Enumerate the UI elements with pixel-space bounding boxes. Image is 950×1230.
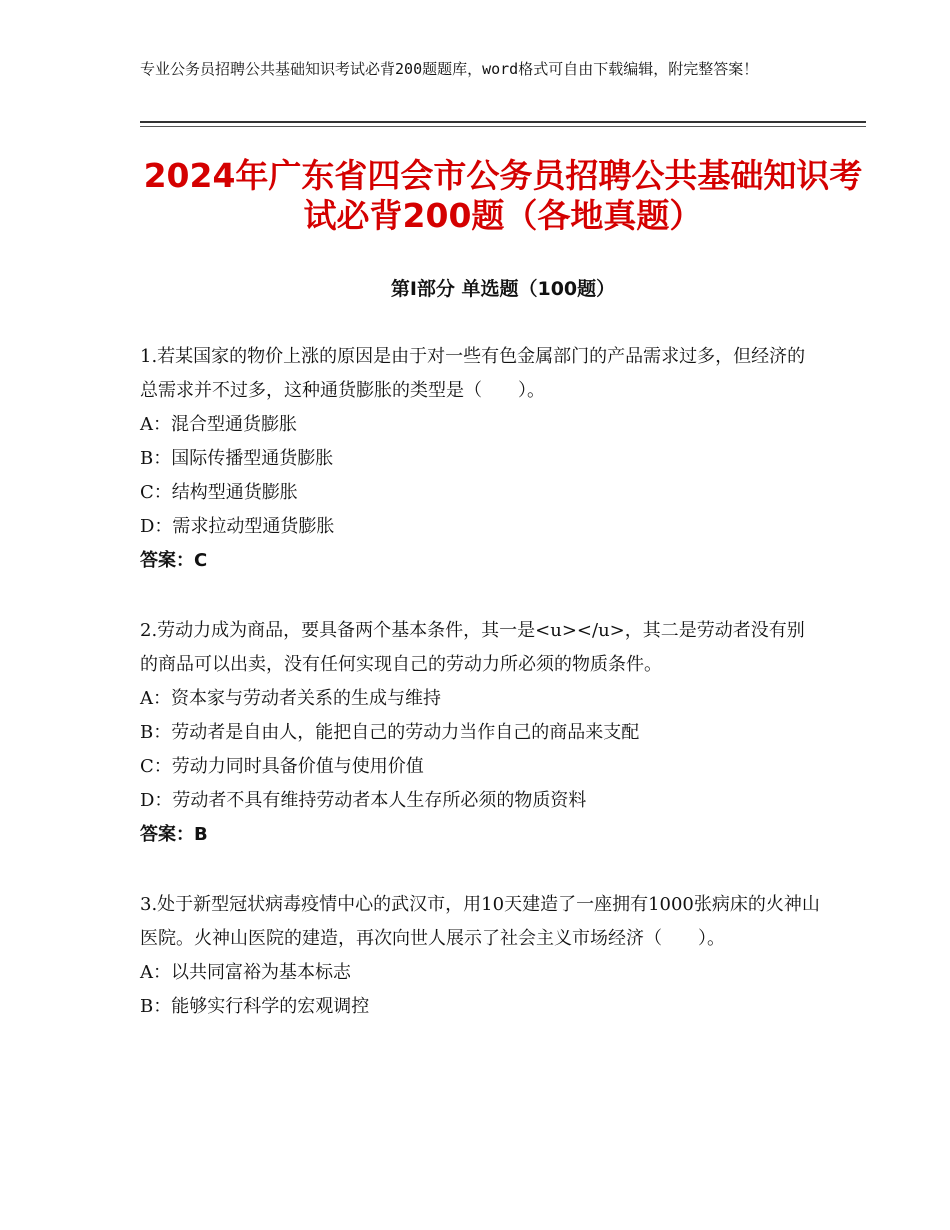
question-stem: 3.处于新型冠状病毒疫情中心的武汉市，用10天建造了一座拥有1000张病床的火神山医院。火神山医院的建造，再次向世人展示了社会主义市场经济（ ）。 — [140, 894, 820, 949]
option-a: A：以共同富裕为基本标志 — [140, 962, 351, 983]
question-1 — [140, 340, 820, 578]
option-d: D：需求拉动型通货膨胀 — [140, 516, 335, 537]
header-rule-thick — [140, 121, 866, 123]
header-rule-thin — [140, 126, 866, 127]
document-title: 2024年广东省四会市公务员招聘公共基础知识考试必背200题（各地真题） — [143, 156, 863, 235]
question-stem: 1.若某国家的物价上涨的原因是由于对一些有色金属部门的产品需求过多，但经济的总需求并不过多，这种通货膨胀的类型是（ ）。 — [140, 346, 806, 401]
option-d: D：劳动者不具有维持劳动者本人生存所必须的物质资料 — [140, 790, 587, 811]
header-note: 专业公务员招聘公共基础知识考试必背200题题库，word格式可自由下载编辑，附完整答案！ — [140, 60, 759, 78]
option-b: B：劳动者是自由人，能把自己的劳动力当作自己的商品来支配 — [140, 722, 640, 743]
option-a: A：资本家与劳动者关系的生成与维持 — [140, 688, 441, 709]
question-2 — [140, 614, 820, 852]
section-title: 第Ⅰ部分 单选题（100题） — [390, 278, 616, 300]
option-c: C：结构型通货膨胀 — [140, 482, 298, 503]
answer: 答案：B — [140, 824, 208, 845]
question-stem: 2.劳动力成为商品，要具备两个基本条件，其一是<u></u>，其二是劳动者没有别的商品可以出卖，没有任何实现自己的劳动力所必须的物质条件。 — [140, 620, 805, 675]
question-3 — [140, 888, 820, 1024]
option-c: C：劳动力同时具备价值与使用价值 — [140, 756, 424, 777]
option-b: B：国际传播型通货膨胀 — [140, 448, 334, 469]
option-a: A：混合型通货膨胀 — [140, 414, 297, 435]
option-b: B：能够实行科学的宏观调控 — [140, 996, 370, 1017]
answer: 答案：C — [140, 550, 208, 571]
question-list — [140, 340, 820, 1060]
